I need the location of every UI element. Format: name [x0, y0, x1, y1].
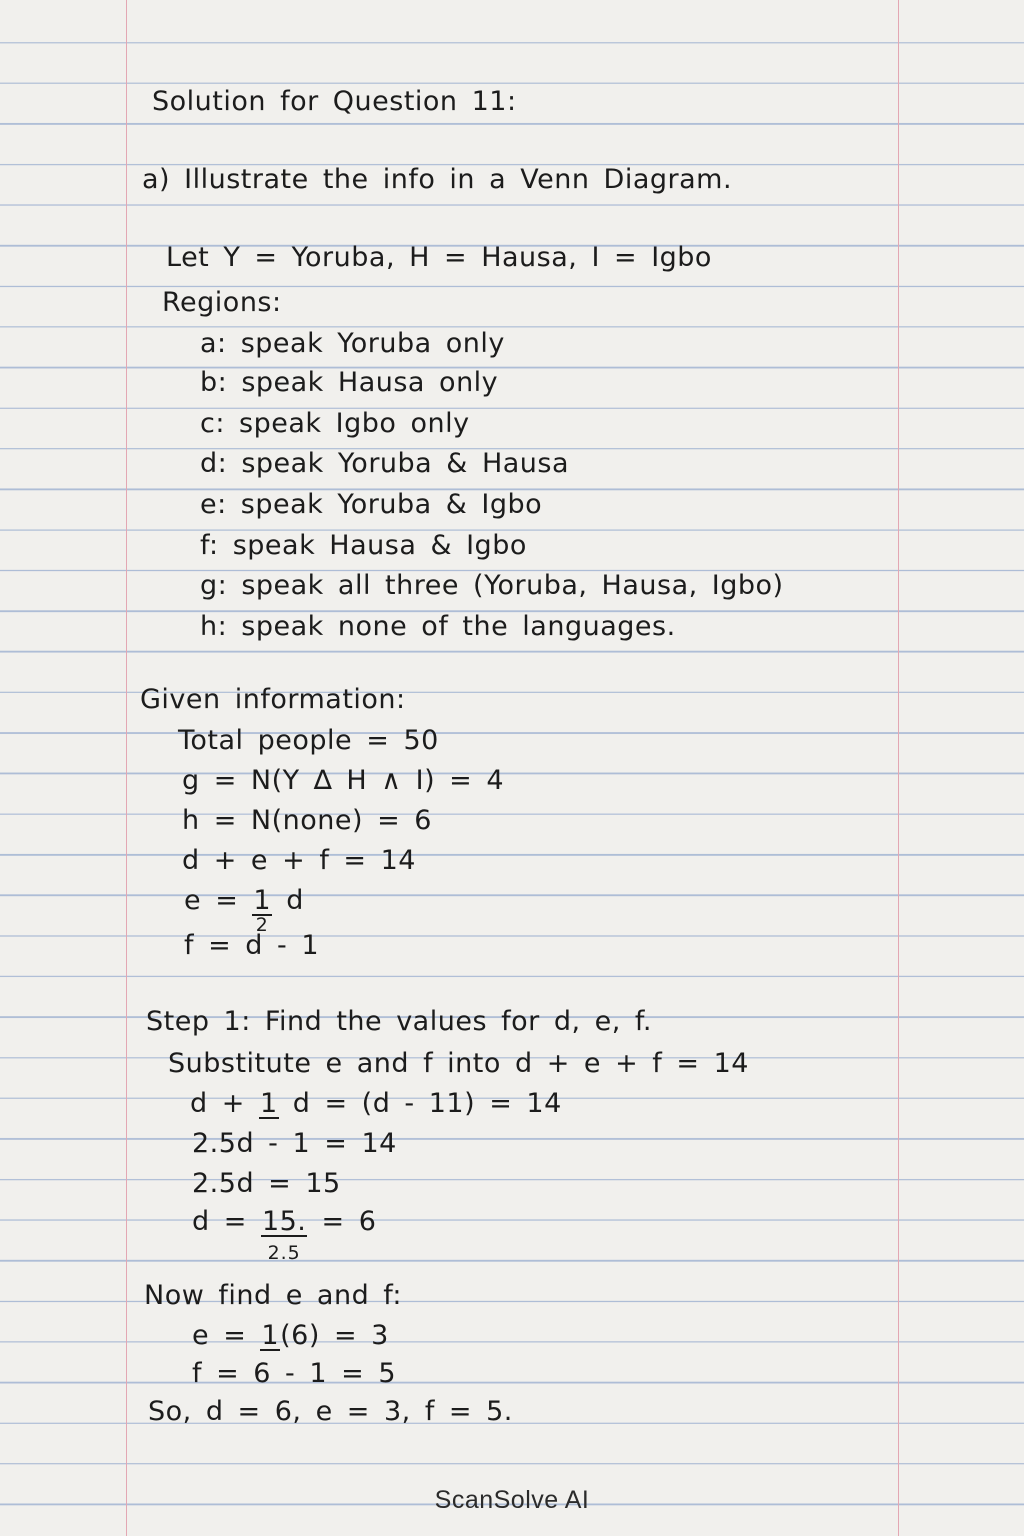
now-e-suffix: (6) = 3 [280, 1320, 389, 1351]
now-e-prefix: e = [192, 1320, 247, 1351]
now-f: f = 6 - 1 = 5 [192, 1358, 397, 1389]
step1-eq1-suffix: d = (d - 11) = 14 [292, 1088, 562, 1119]
step1-eq4-denominator: 2.5 [267, 1242, 301, 1265]
step1-eq3: 2.5d = 15 [192, 1168, 341, 1199]
part-a-instruction: a) Illustrate the info in a Venn Diagram. [142, 164, 733, 195]
footer-brand: ScanSolve AI [434, 1486, 590, 1514]
left-margin-line [126, 0, 127, 1536]
regions-label: Regions: [162, 287, 282, 318]
given-g: g = N(Y ∆ H ∧ I) = 4 [182, 765, 505, 796]
step1-eq1-fraction [259, 1090, 279, 1119]
region-c: c: speak Igbo only [200, 408, 470, 439]
now-e-numerator: 1 [261, 1320, 280, 1351]
region-h: h: speak none of the languages. [200, 611, 676, 642]
given-e-numerator: 1 [253, 885, 272, 916]
step1-eq4 [192, 1206, 377, 1265]
region-a: a: speak Yoruba only [200, 328, 505, 359]
given-e-prefix: e = [184, 885, 239, 916]
step1-eq4-suffix: = 6 [321, 1206, 377, 1237]
given-e-denominator: 2 [255, 914, 269, 936]
region-g: g: speak all three (Yoruba, Hausa, Igbo) [200, 570, 784, 601]
step1-eq4-prefix: d = [192, 1206, 247, 1237]
final-answer: So, d = 6, e = 3, f = 5. [148, 1396, 513, 1427]
given-f: f = d - 1 [184, 930, 320, 961]
given-sum: d + e + f = 14 [182, 845, 416, 876]
solution-heading: Solution for Question 11: [152, 86, 517, 117]
now-title: Now find e and f: [144, 1280, 402, 1311]
given-h: h = N(none) = 6 [182, 805, 432, 836]
step1-eq1-numerator: 1 [259, 1088, 278, 1119]
given-e-suffix: d [286, 885, 304, 916]
region-f: f: speak Hausa & Igbo [200, 530, 527, 561]
step1-eq4-fraction [261, 1206, 307, 1265]
step1-eq1 [190, 1090, 562, 1119]
right-margin-line [898, 0, 899, 1536]
let-definitions: Let Y = Yoruba, H = Hausa, I = Igbo [166, 242, 712, 273]
given-total: Total people = 50 [178, 725, 439, 756]
given-label: Given information: [140, 684, 406, 715]
region-b: b: speak Hausa only [200, 367, 499, 398]
given-e-fraction [252, 885, 272, 936]
step1-substitute: Substitute e and f into d + e + f = 14 [168, 1048, 749, 1079]
step1-eq1-prefix: d + [190, 1088, 245, 1119]
step1-eq4-numerator: 15. [261, 1206, 307, 1237]
given-e [184, 885, 304, 936]
step1-title: Step 1: Find the values for d, e, f. [146, 1006, 653, 1037]
now-e [192, 1322, 389, 1351]
region-e: e: speak Yoruba & Igbo [200, 489, 543, 520]
step1-eq2: 2.5d - 1 = 14 [192, 1128, 397, 1159]
now-e-fraction [260, 1322, 280, 1351]
region-d: d: speak Yoruba & Hausa [200, 448, 570, 479]
